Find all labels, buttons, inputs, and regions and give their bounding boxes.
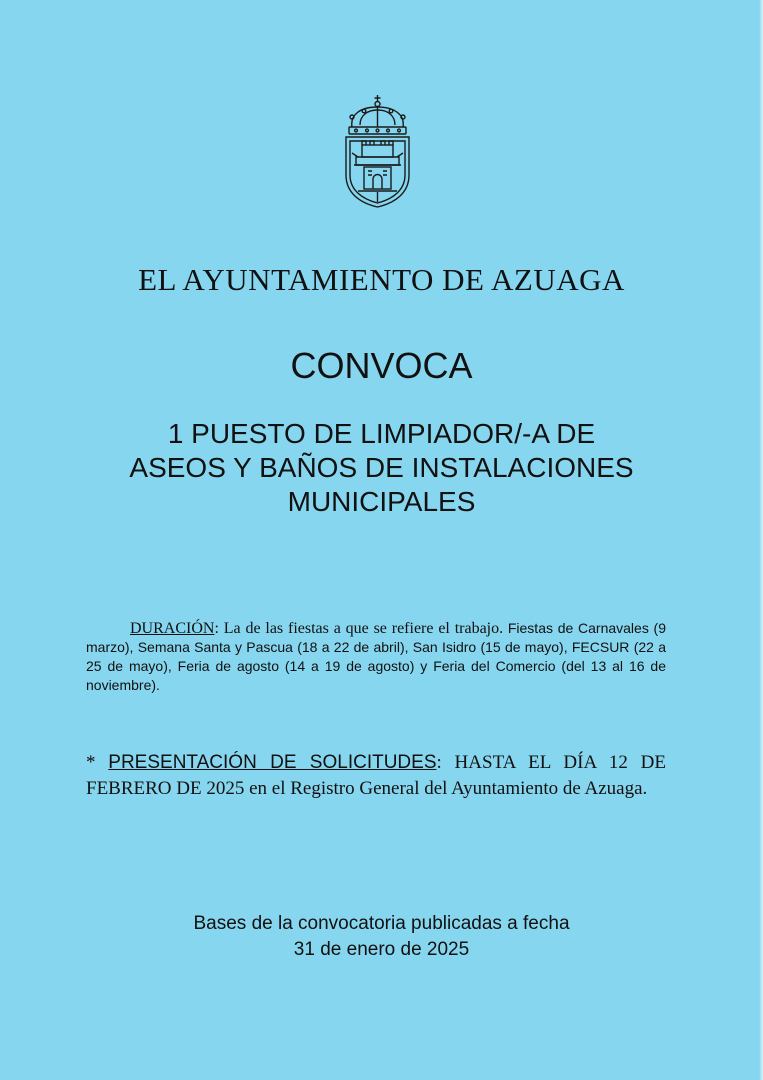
duration-label: DURACIÓN	[130, 620, 215, 637]
organization-title: EL AYUNTAMIENTO DE AZUAGA	[138, 262, 625, 297]
duration-intro: : La de las fiestas a que se refiere el trabajo.	[214, 620, 504, 637]
position-title-line: MUNICIPALES	[287, 486, 476, 517]
duration-details: Fiestas de Carnavales (9 marzo), Semana Santa y Pascua (18 a 22 de abril), San Isidro (15 de mayo), FECSUR (22 a 25 de mayo), Feria de agosto (14 a 19 de agosto) y Feria del Comercio (del 13 al 16 de noviembre).	[86, 620, 666, 693]
position-title-line: 1 PUESTO DE LIMPIADOR/-A DE	[167, 418, 596, 449]
announcement-heading: CONVOCA	[290, 345, 473, 386]
duration-paragraph	[86, 619, 666, 695]
position-title-line: ASEOS Y BAÑOS DE INSTALACIONES	[129, 452, 634, 483]
applications-bullet: *	[86, 752, 109, 773]
publication-date: 31 de enero de 2025	[293, 939, 470, 960]
municipal-coat-of-arms-icon	[340, 93, 415, 211]
position-title	[0, 417, 763, 519]
applications-text: : HASTA EL DÍA 12 DE FEBRERO DE 2025 en el Registro General del Ayuntamiento de Azuaga.	[86, 752, 666, 799]
applications-paragraph	[86, 750, 666, 802]
publication-note	[0, 911, 763, 963]
applications-label: PRESENTACIÓN DE SOLICITUDES	[108, 752, 437, 773]
publication-note-line: Bases de la convocatoria publicadas a fecha	[193, 913, 570, 934]
